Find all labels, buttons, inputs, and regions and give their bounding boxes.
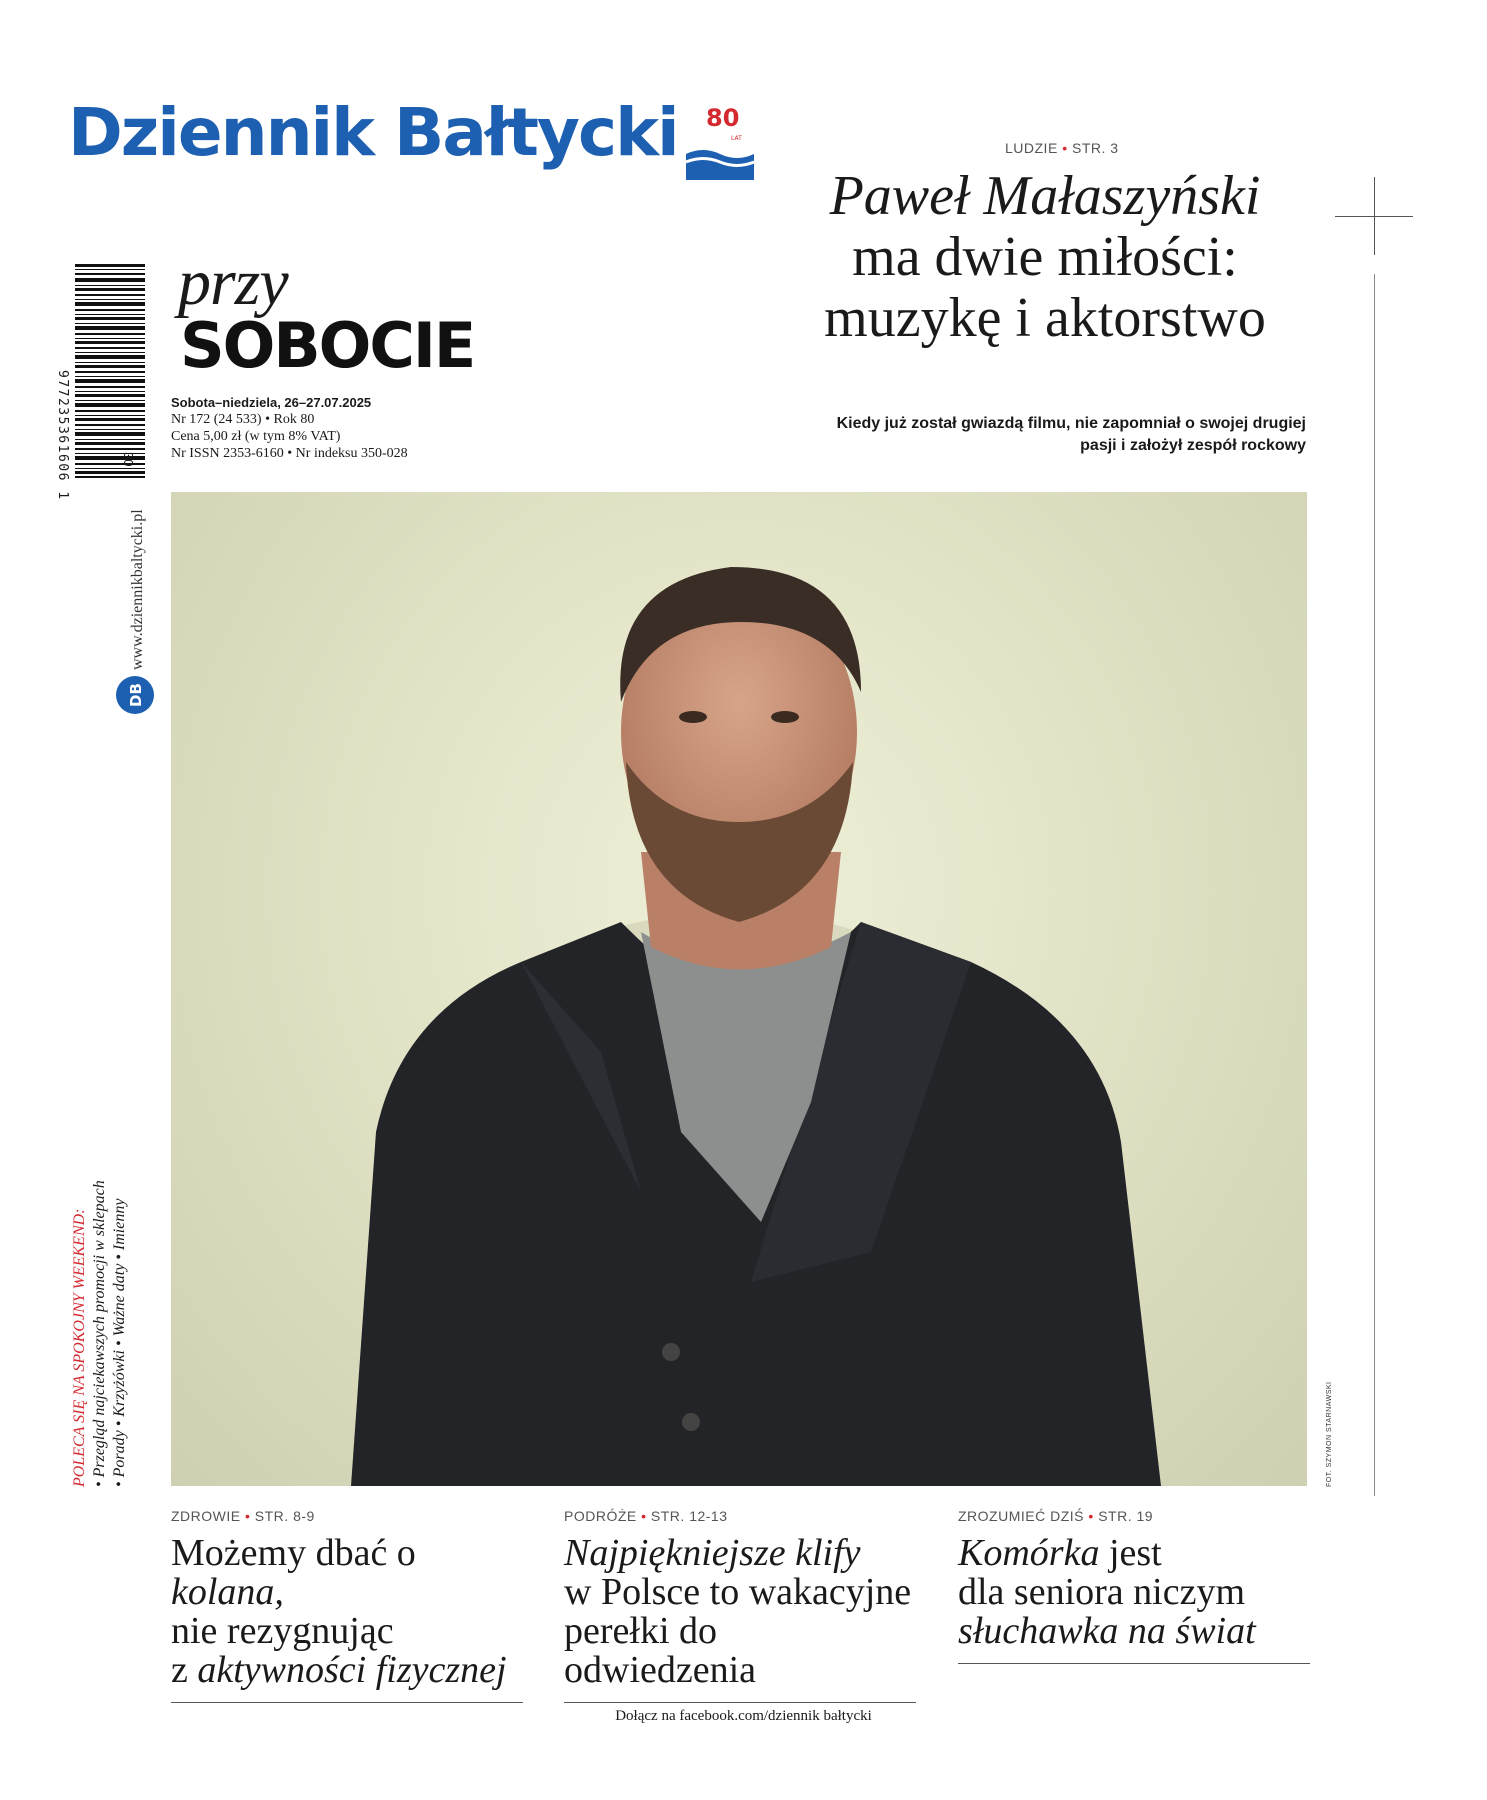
bullet-icon: • <box>1062 140 1068 156</box>
teaser-page: STR. 12-13 <box>650 1508 728 1524</box>
lead-paragraph <box>760 413 1306 457</box>
supplement-przy: przy <box>178 246 288 319</box>
teaser-kicker <box>564 1508 916 1524</box>
anniversary-badge: 80 <box>706 104 740 132</box>
photo-credit: FOT. SZYMON STARNAWSKI <box>1326 1381 1333 1487</box>
barcode-icon <box>75 264 145 478</box>
teaser-health[interactable] <box>171 1508 523 1703</box>
teaser-page: STR. 19 <box>1098 1508 1154 1524</box>
barcode-digits: 977235361606 1 <box>55 370 70 501</box>
divider <box>171 1702 523 1703</box>
headline-emphasis: aktywności fizycznej <box>197 1649 507 1691</box>
headline-emphasis: Komórka <box>958 1532 1100 1574</box>
teaser-headline <box>958 1534 1310 1651</box>
teaser-understand[interactable] <box>958 1508 1310 1664</box>
wave-logo-icon <box>686 146 754 180</box>
lead-headline-name: Paweł Małaszyński <box>829 165 1261 227</box>
bullet-icon: • <box>641 1508 647 1524</box>
headline-emphasis: słuchawka na świat <box>958 1610 1256 1652</box>
teaser-kicker <box>171 1508 523 1524</box>
cover-photo[interactable] <box>171 492 1307 1486</box>
headline-text: z <box>171 1649 198 1691</box>
divider <box>958 1663 1310 1664</box>
lead-page: STR. 3 <box>1071 140 1119 156</box>
lead-headline[interactable] <box>790 166 1300 349</box>
weekend-promo <box>70 1180 130 1487</box>
promo-line2: • Porady • Krzyżówki • Ważne daty • Imienny <box>111 1198 128 1487</box>
supplement-sobocie: SOBOCIE <box>180 309 475 382</box>
lead-line1: Kiedy już został gwiazdą filmu, nie zapomniał o swojej drugiej <box>836 415 1306 432</box>
headline-emphasis: kolana, <box>171 1571 284 1613</box>
barcode-addon: 30 <box>121 452 136 467</box>
teaser-section: ZROZUMIEĆ DZIŚ <box>958 1508 1084 1524</box>
anniversary-badge-label: LAT <box>731 135 742 142</box>
headline-text: jest <box>1099 1532 1162 1574</box>
lead-section: LUDZIE <box>1005 140 1058 156</box>
teaser-page: STR. 8-9 <box>254 1508 315 1524</box>
divider <box>564 1702 916 1703</box>
teaser-travel[interactable] <box>564 1508 916 1703</box>
teaser-section: ZDROWIE <box>171 1508 241 1524</box>
headline-text: perełki do odwiedzenia <box>564 1610 757 1691</box>
crop-mark-vertical <box>1374 177 1375 255</box>
bullet-icon: • <box>1088 1508 1094 1524</box>
teaser-headline <box>171 1534 523 1690</box>
lead-headline-line3: muzykę i aktorstwo <box>824 287 1266 349</box>
lead-line2: pasji i założył zespół rockowy <box>1080 437 1306 454</box>
website-link[interactable]: www.dziennikbaltycki.pl <box>129 509 146 670</box>
promo-title: POLECA SIĘ NA SPOKOJNY WEEKEND: <box>71 1208 88 1487</box>
teaser-section: PODRÓŻE <box>564 1508 637 1524</box>
issue-issn: Nr ISSN 2353-6160 • Nr indeksu 350-028 <box>171 446 408 461</box>
lead-headline-line2: ma dwie miłości: <box>852 226 1238 288</box>
teaser-kicker <box>958 1508 1310 1524</box>
headline-text: Możemy dbać o <box>171 1532 416 1574</box>
lead-kicker <box>1005 140 1119 156</box>
footer-facebook[interactable]: Dołącz na facebook.com/dziennik bałtycki <box>615 1708 872 1724</box>
masthead-title: Dziennik Bałtycki <box>68 94 678 171</box>
headline-text: w Polsce to wakacyjne <box>564 1571 912 1613</box>
issue-number: Nr 172 (24 533) • Rok 80 <box>171 412 315 427</box>
page-edge-line <box>1374 274 1375 1496</box>
issue-date: Sobota–niedziela, 26–27.07.2025 <box>171 395 372 410</box>
promo-line1: • Przegląd najciekawszych promocji w sklepach <box>91 1180 108 1487</box>
bullet-icon: • <box>245 1508 251 1524</box>
headline-emphasis: Najpiękniejsze klify <box>564 1532 861 1574</box>
db-logo-text: DB <box>127 683 145 707</box>
headline-text: dla seniora niczym <box>958 1571 1246 1613</box>
headline-text: nie rezygnując <box>171 1610 394 1652</box>
teaser-headline <box>564 1534 916 1690</box>
db-logo-icon <box>116 676 154 714</box>
issue-info <box>171 394 408 462</box>
portrait-illustration <box>171 492 1307 1486</box>
issue-price: Cena 5,00 zł (w tym 8% VAT) <box>171 429 341 444</box>
